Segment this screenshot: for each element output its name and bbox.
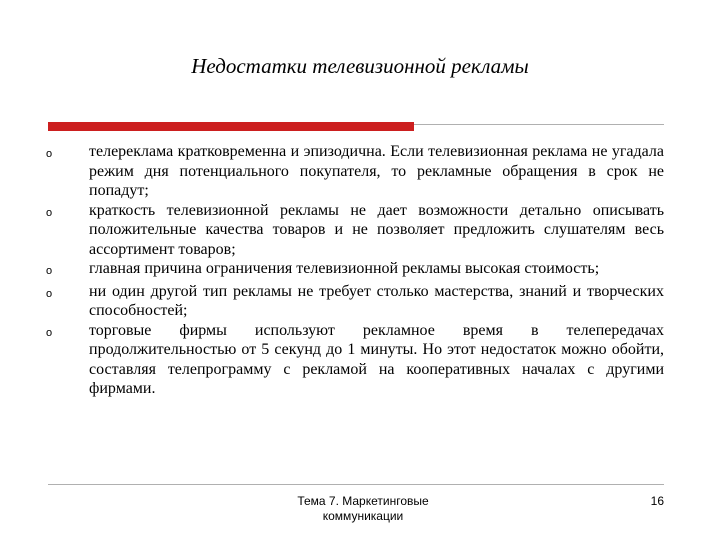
bullet-text: краткость телевизионной рекламы не дает возможности детально описывать положительные качества товаров и не позволяет предложить слушателям весь ассортимент товаров; (89, 201, 664, 258)
bullet-item (46, 201, 664, 260)
footer-divider-line (48, 484, 664, 485)
bullet-item (46, 282, 664, 321)
bullet-item (46, 259, 664, 282)
slide-title: Недостатки телевизионной рекламы (191, 54, 529, 78)
page-number: 16 (650, 494, 664, 508)
bullet-marker-icon: o (46, 206, 53, 219)
bullet-marker-icon: o (46, 287, 53, 300)
accent-bar (48, 122, 414, 131)
bullet-item (46, 142, 664, 201)
bullet-text: телереклама кратковременна и эпизодична. Если телевизионная реклама не угадала режим дня потенциального покупателя, то рекламные обращения в срок не попадут; (89, 143, 664, 199)
bullet-marker-icon: o (46, 148, 53, 160)
bullet-text: торговые фирмы используют рекламное время в телепередачах продолжительностью от 5 секунд до 1 минуты. Но этот недостаток можно обойти, составляя телепрограмму с рекламой на кооперативных началах с другими фирмами. (89, 321, 664, 397)
bullet-item (46, 321, 664, 399)
bullet-text: ни один другой тип рекламы не требует столько мастерства, знаний и творческих способностей; (89, 282, 664, 319)
bullet-list (46, 142, 664, 399)
bullet-text: главная причина ограничения телевизионной рекламы высокая стоимость; (89, 260, 600, 277)
bullet-marker-icon: o (46, 326, 53, 339)
bullet-marker-icon: o (46, 265, 53, 277)
footer-topic: Тема 7. Маркетинговые коммуникации (297, 494, 429, 523)
